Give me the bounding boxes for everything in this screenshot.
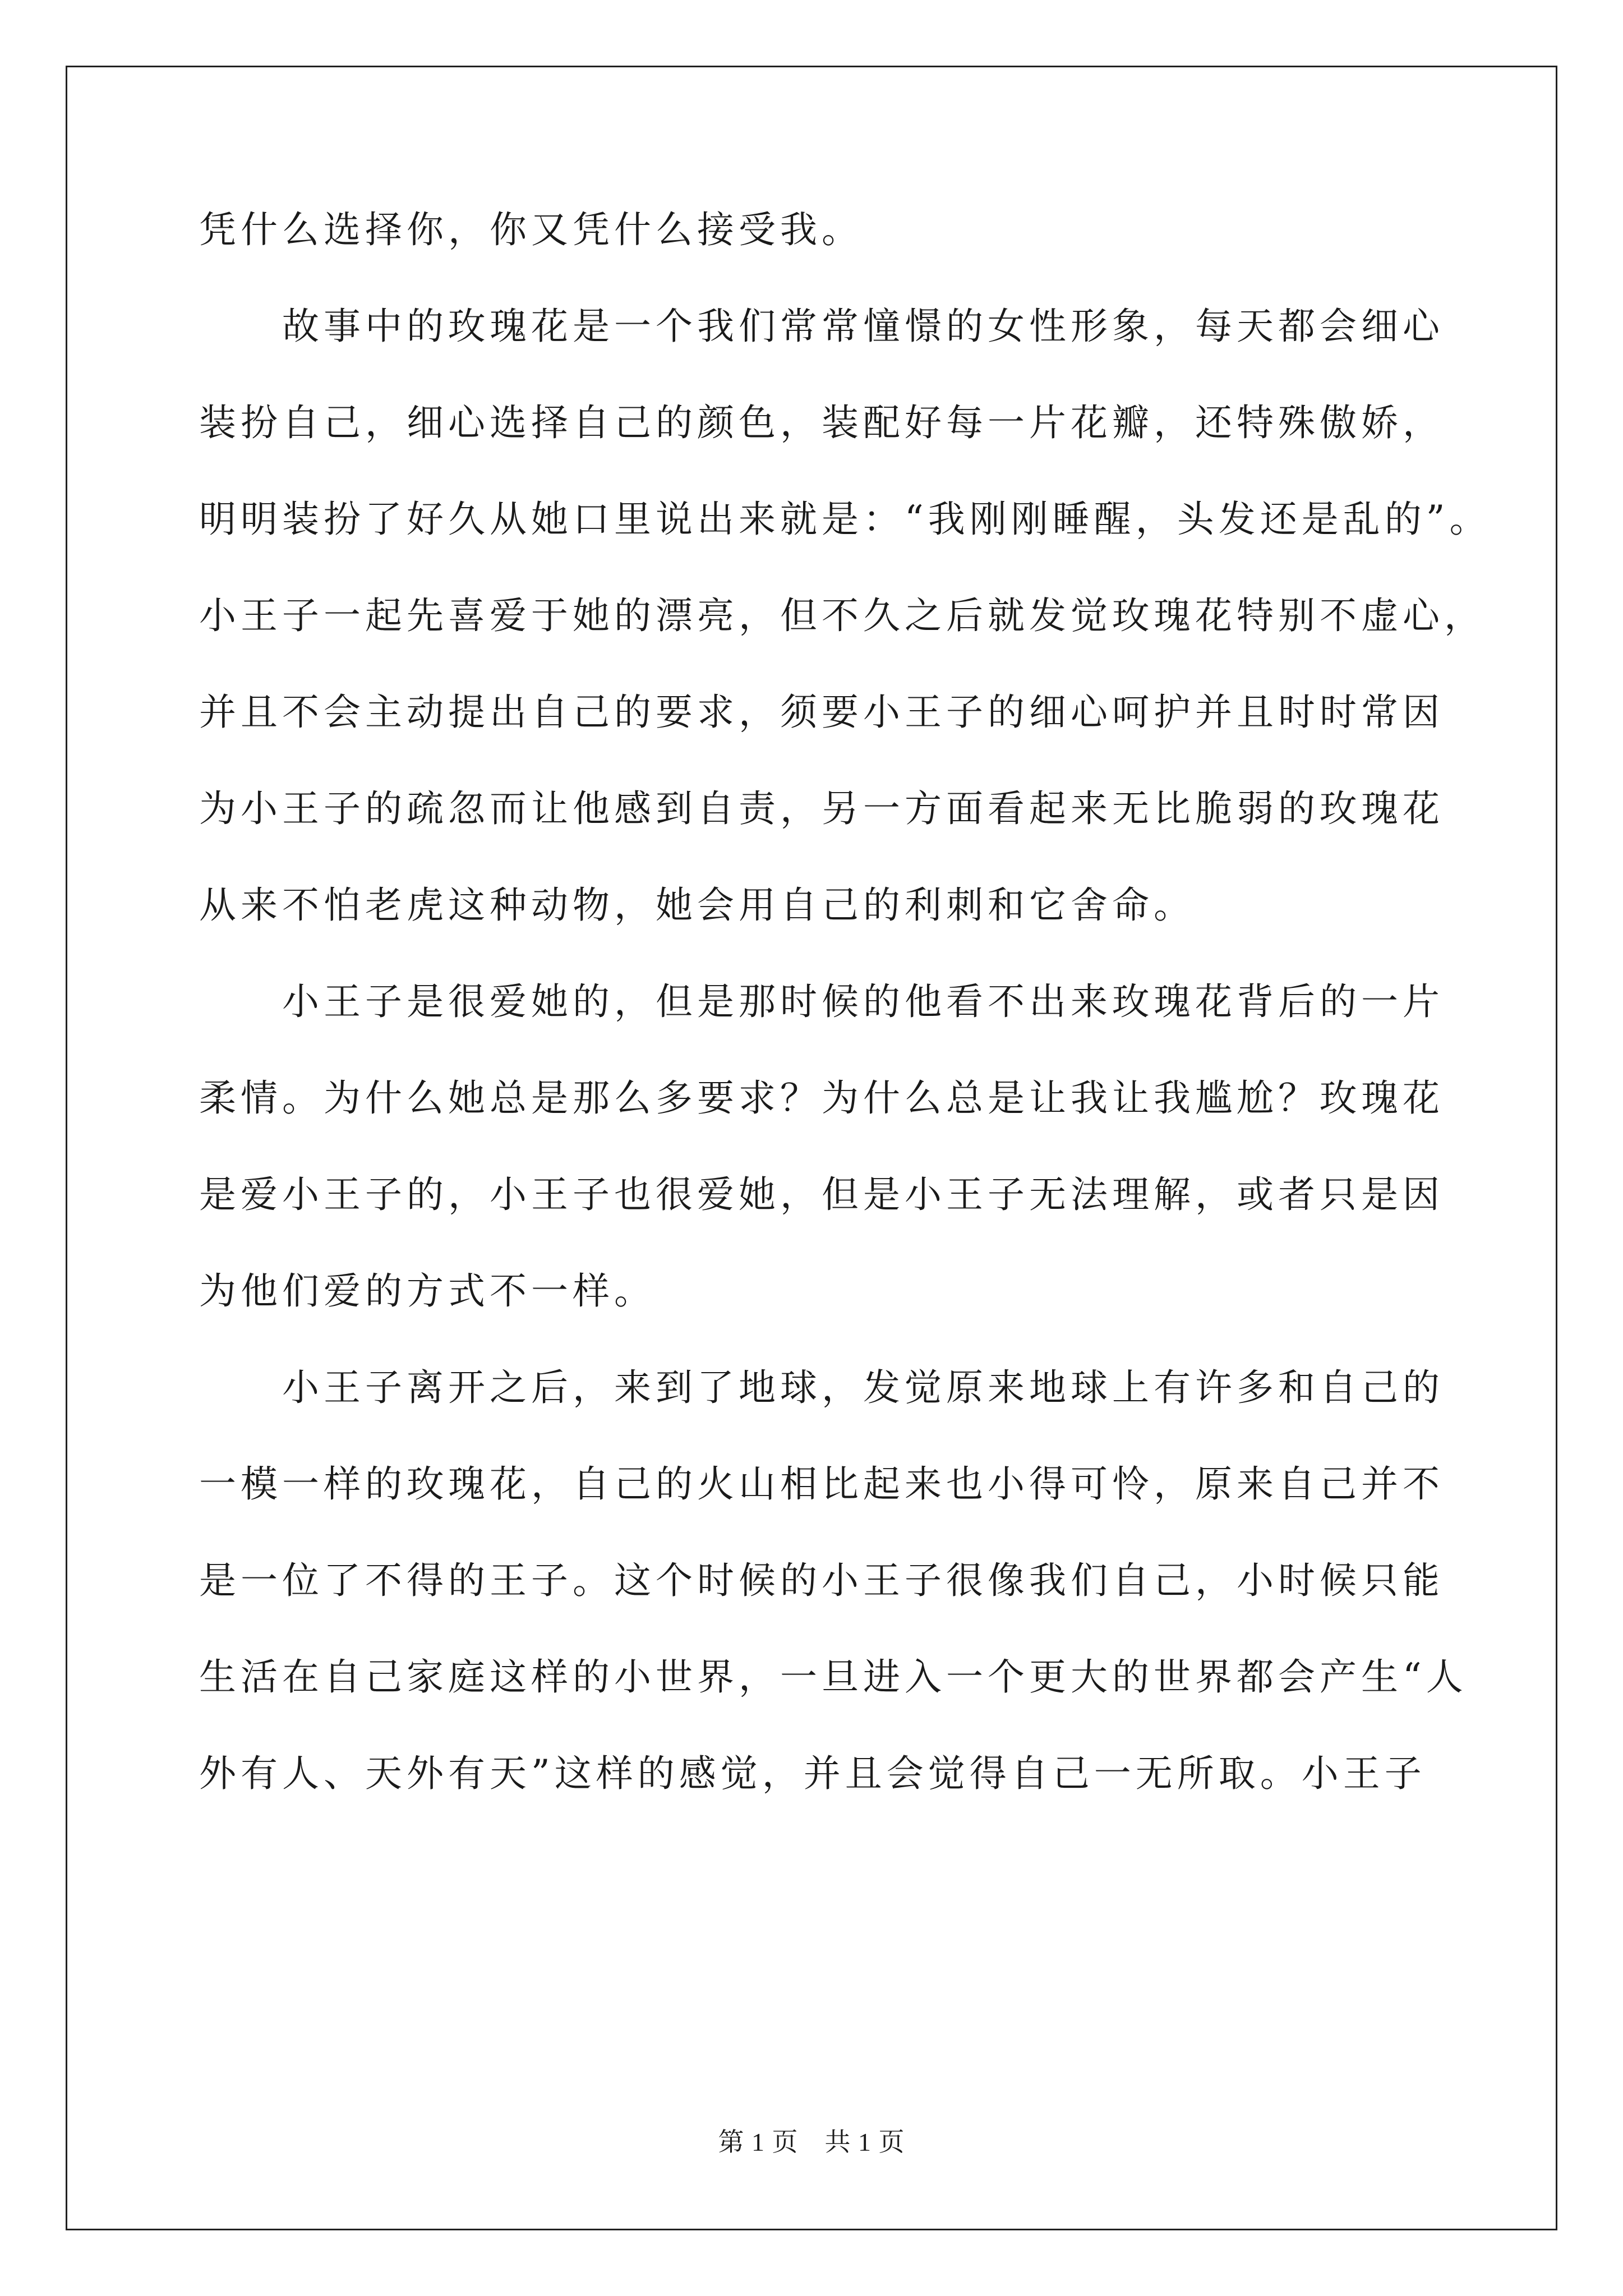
page-number-footer: 第 1 页 共 1 页 [718, 2128, 905, 2156]
text-line: 柔情。为什么她总是那么多要求？为什么总是让我让我尴尬？玫瑰花 [199, 1076, 1444, 1120]
text-line: 外有人、天外有天”这样的感觉，并且会觉得自己一无所取。小王子 [199, 1752, 1426, 1795]
text-line: 从来不怕老虎这种动物，她会用自己的利刺和它舍命。 [199, 884, 1195, 927]
text-line: 小王子一起先喜爱于她的漂亮，但不久之后就发觉玫瑰花特别不虚心， [199, 594, 1486, 637]
text-line: 故事中的玫瑰花是一个我们常常憧憬的女性形象，每天都会细心 [199, 305, 1444, 348]
text-line: 凭什么选择你，你又凭什么接受我。 [199, 208, 863, 251]
text-line: 一模一样的玫瑰花，自己的火山相比起来也小得可怜，原来自己并不 [199, 1462, 1444, 1506]
text-line: 是爱小王子的，小王子也很爱她，但是小王子无法理解，或者只是因 [199, 1173, 1444, 1216]
text-line: 为小王子的疏忽而让他感到自责，另一方面看起来无比脆弱的玫瑰花 [199, 787, 1444, 830]
text-line: 为他们爱的方式不一样。 [199, 1269, 656, 1313]
text-line: 生活在自己家庭这样的小世界，一旦进入一个更大的世界都会产生“人 [199, 1655, 1468, 1699]
text-line: 装扮自己，细心选择自己的颜色，装配好每一片花瓣，还特殊傲娇， [199, 401, 1444, 444]
text-line: 并且不会主动提出自己的要求，须要小王子的细心呵护并且时时常因 [199, 691, 1444, 734]
text-line: 小王子离开之后，来到了地球，发觉原来地球上有许多和自己的 [199, 1366, 1444, 1409]
text-line: 小王子是很爱她的，但是那时候的他看不出来玫瑰花背后的一片 [199, 980, 1444, 1023]
text-line: 是一位了不得的王子。这个时候的小王子很像我们自己，小时候只能 [199, 1559, 1444, 1602]
page-border [66, 66, 1557, 2230]
text-line: 明明装扮了好久从她口里说出来就是：“我刚刚睡醒，头发还是乱的”。 [199, 498, 1491, 541]
